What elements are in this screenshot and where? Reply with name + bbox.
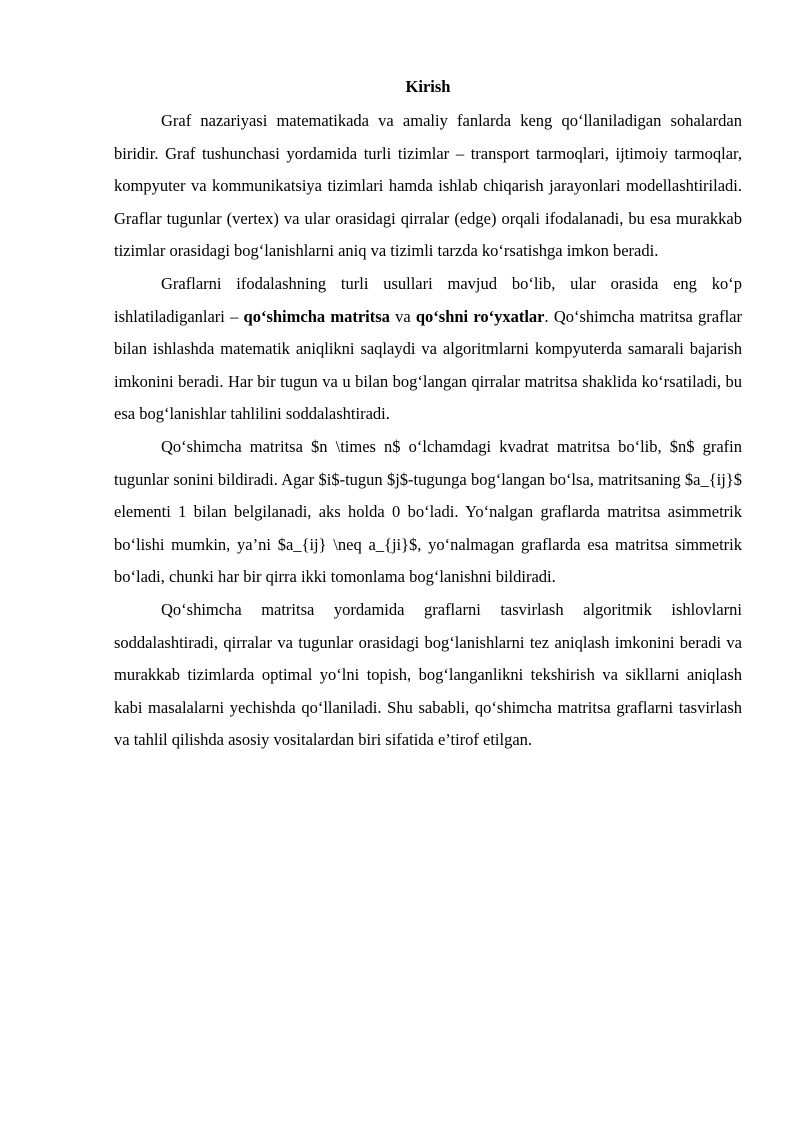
paragraph-conclusion: Qo‘shimcha matritsa yordamida graflarni tasvirlash algoritmik ishlovlarni soddalashtiradi, qirralar va tugunlar orasidagi bog‘lanishlarni tez aniqlash imkonini beradi va murakkab tizimlarda optimal yo‘lni topish, bog‘langanlikni tekshirish va sikllarni aniqlash kabi masalalarni yechishda qo‘llaniladi. Shu sababli, qo‘shimcha matritsa graflarni tasvirlash va tahlil qilishda asosiy vositalardan biri sifatida e’tirof etilgan. (114, 599, 742, 750)
document-body (114, 72, 742, 757)
term-adjacency-matrix: qo‘shimcha matritsa (243, 306, 390, 326)
paragraph-matrix-definition: Qo‘shimcha matritsa $n \times n$ o‘lchamdagi kvadrat matritsa bo‘lib, $n$ grafin tugunlar sonini bildiradi. Agar $i$-tugun $j$-tugunga bog‘langan bo‘lsa, matritsaning $a_{ij}$ elementi 1 bilan belgilanadi, aks holda 0 bo‘ladi. Yo‘nalgan graflarda matritsa asimmetrik bo‘lishi mumkin, ya’ni $a_{ij} \neq a_{ji}$, yo‘nalmagan graflarda esa matritsa simmetrik bo‘ladi, chunki har bir qirra ikki tomonlama bog‘lanishni bildiradi. (114, 436, 742, 587)
paragraph-intro: Graf nazariyasi matematikada va amaliy fanlarda keng qo‘llaniladigan sohalardan biridir. Graf tushunchasi yordamida turli tizimlar – transport tarmoqlari, ijtimoiy tarmoqlar, kompyuter va kommunikatsiya tizimlari hamda ishlab chiqarish jarayonlari modellashtiriladi. Graflar tugunlar (vertex) va ular orasidagi qirralar (edge) orqali ifodalanadi, bu esa murakkab tizimlar orasidagi bog‘lanishlarni aniq va tizimli tarzda ko‘rsatishga imkon beradi. (114, 111, 742, 261)
paragraph-text: Graflarni ifodalashning turli usullari mavjud bo‘lib, ular orasida eng ko‘p ishlatiladiganlari – (114, 273, 742, 326)
paragraph-representations (114, 268, 742, 431)
term-adjacency-list: qo‘shni ro‘yxatlar (415, 306, 545, 326)
paragraph-text: . Qo‘shimcha matritsa graflar bilan ishlashda matematik aniqlikni saqlaydi va algoritmlarni kompyuterda samarali bajarish imkonini beradi. Har bir tugun va u bilan bog‘langan qirralar matritsa shaklida ko‘rsatiladi, bu esa bog‘lanishlar tahlilini soddalashtiradi. (114, 306, 742, 424)
section-title: Kirish (405, 77, 451, 96)
paragraph-text: va (389, 306, 416, 326)
